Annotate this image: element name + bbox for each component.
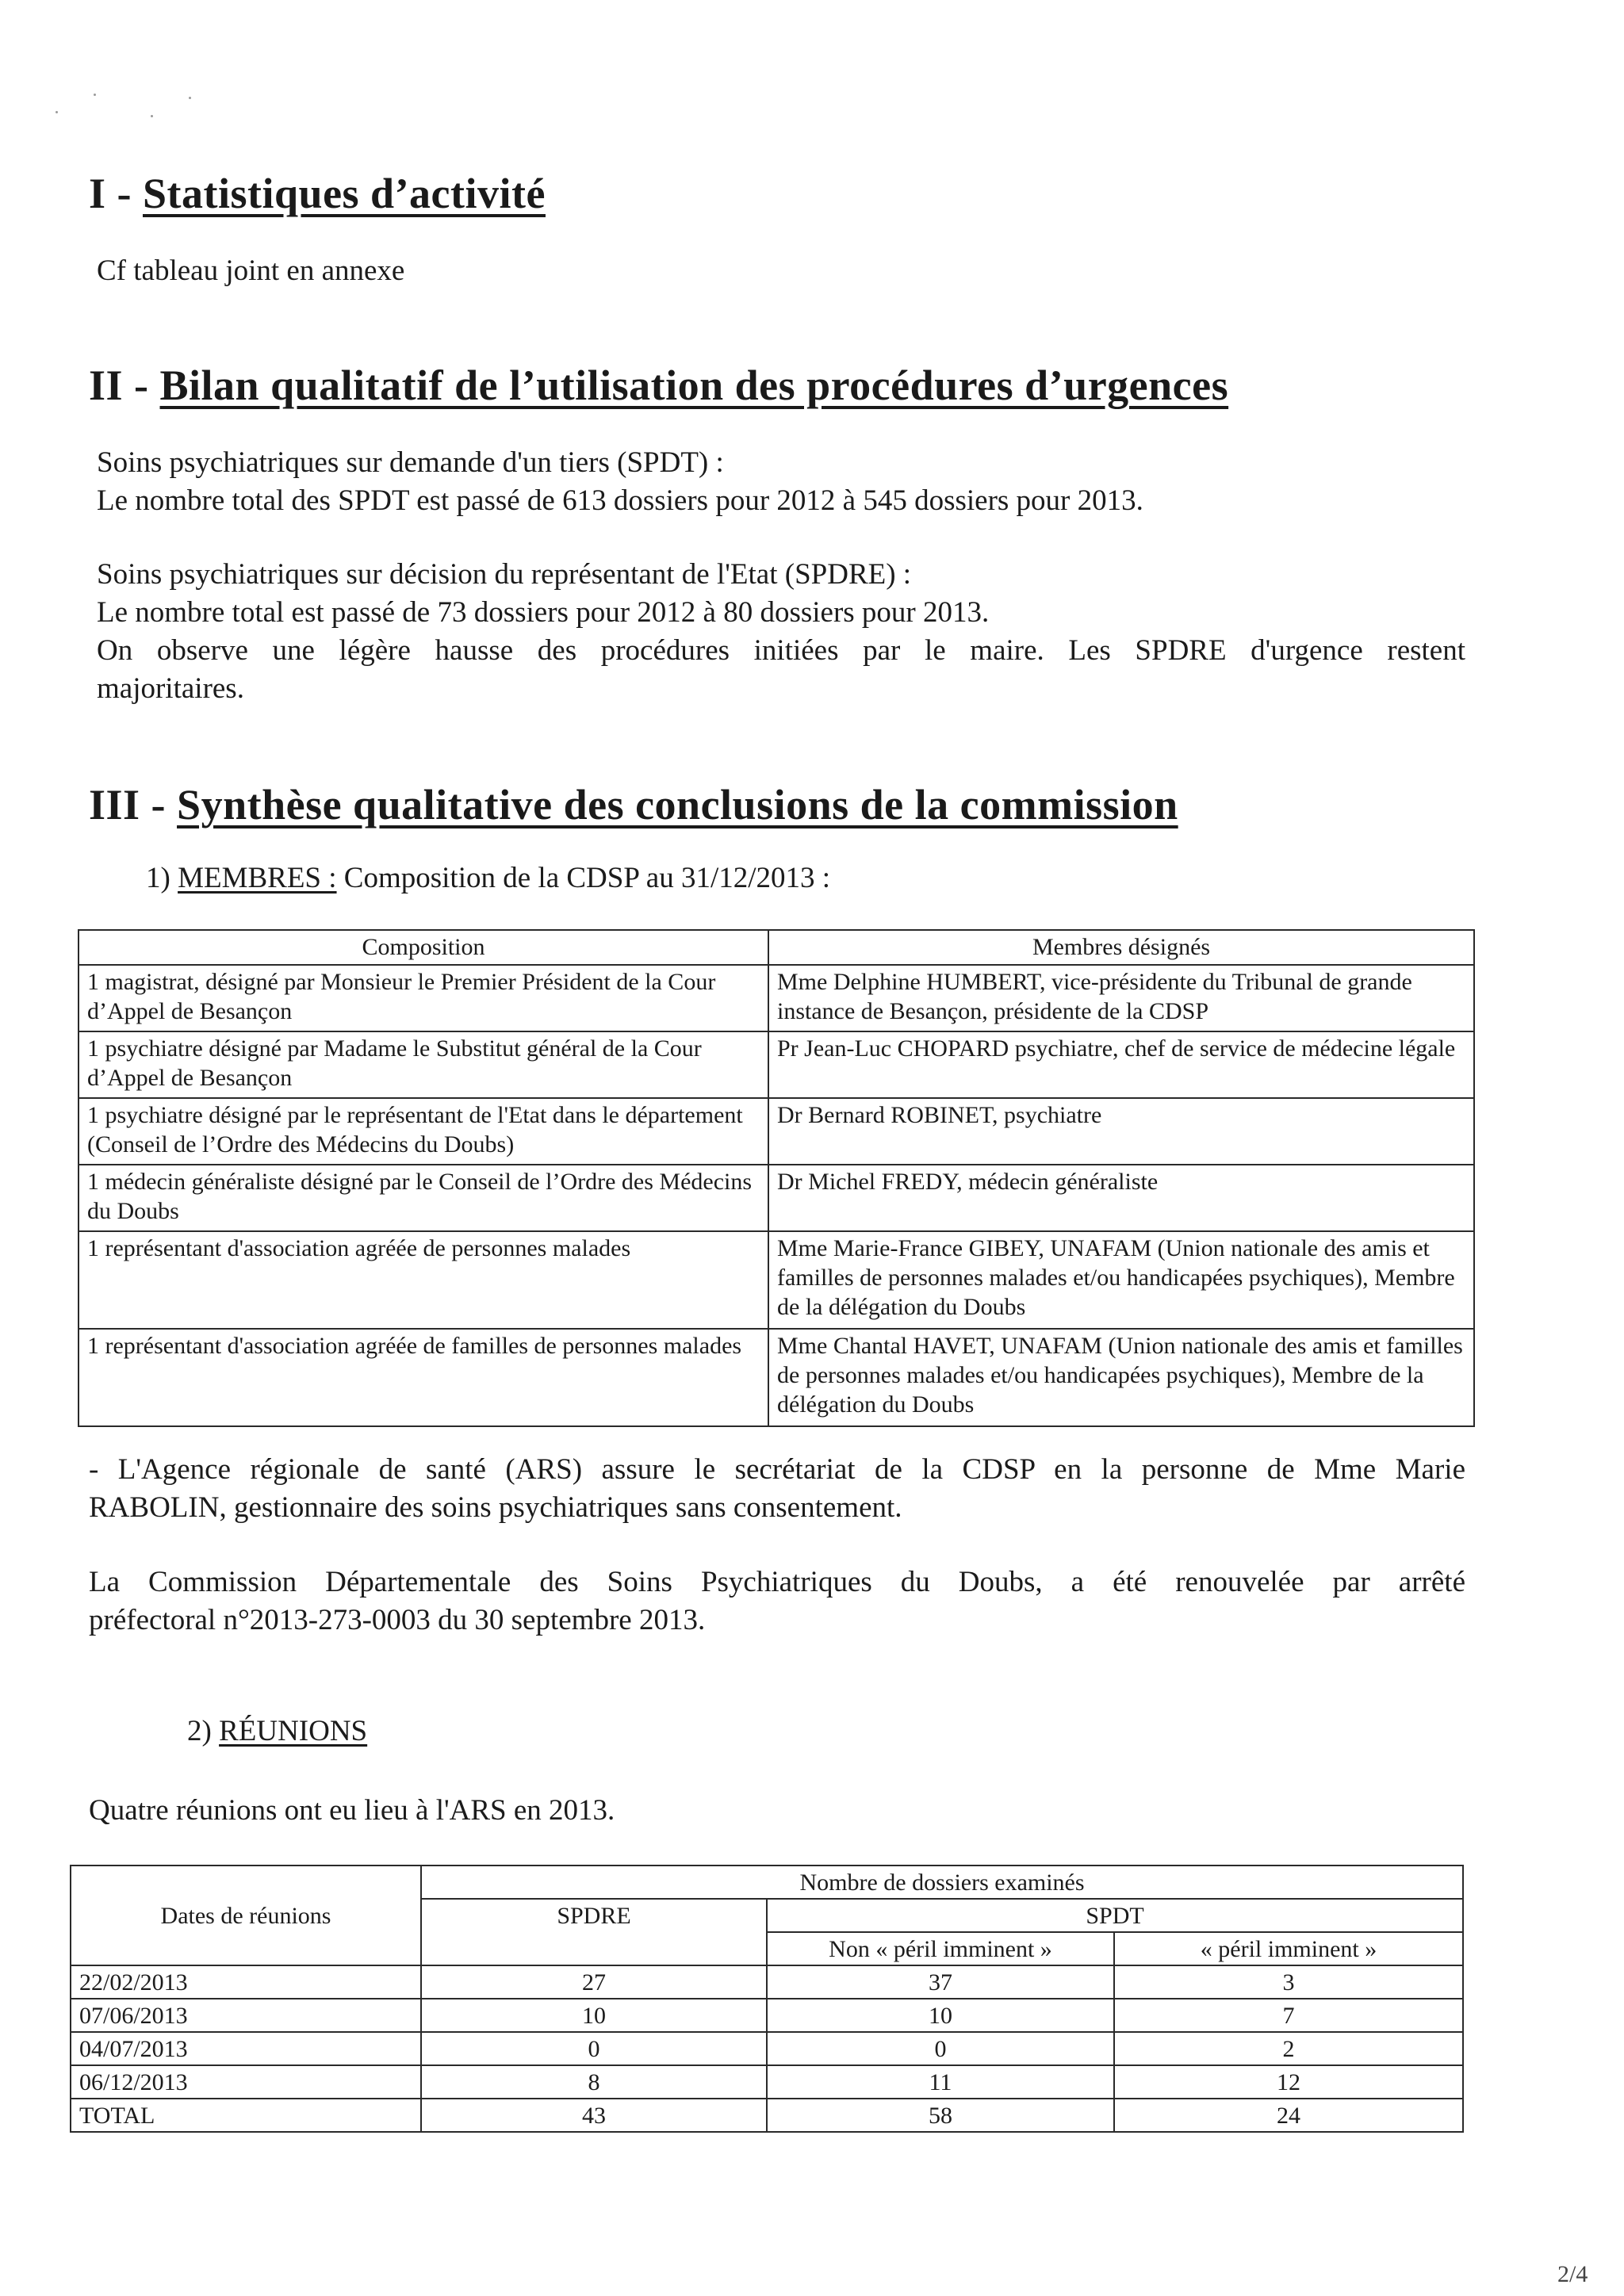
members-header-composition: Composition (79, 930, 768, 965)
members-table (78, 929, 1475, 1427)
table-row (79, 1098, 1474, 1165)
composition-cell: 1 psychiatre désigné par Madame le Substitut général de la Cour d’Appel de Besançon (79, 1031, 768, 1098)
reunions-header-non-peril: Non « péril imminent » (767, 1932, 1114, 1965)
section-1-text: Cf tableau joint en annexe (97, 254, 405, 287)
commission-text-end: préfectoral n°2013-273-0003 du 30 septembre 2013. (89, 1604, 706, 1636)
membres-prefix: 1) (146, 862, 178, 894)
member-cell: Mme Delphine HUMBERT, vice-présidente du Tribunal de grande instance de Besançon, présidente de la CDSP (768, 965, 1474, 1031)
section-3-heading (89, 781, 1178, 828)
section-2-number: II - (89, 362, 149, 409)
non-peril-cell: 0 (767, 2032, 1114, 2065)
reunions-header-row-1 (71, 1866, 1463, 1899)
date-cell: TOTAL (71, 2099, 421, 2132)
spdre-cell: 27 (421, 1965, 767, 1999)
spdre-text: Le nombre total est passé de 73 dossiers pour 2012 à 80 dossiers pour 2013. (97, 596, 990, 629)
spdre-cell: 10 (421, 1999, 767, 2032)
peril-cell: 12 (1114, 2065, 1463, 2099)
composition-cell: 1 représentant d'association agréée de personnes malades (79, 1231, 768, 1329)
reunions-header-dates: Dates de réunions (71, 1866, 421, 1965)
spdre-observation-end: majoritaires. (97, 672, 244, 705)
spdre-cell: 43 (421, 2099, 767, 2132)
table-row (79, 1165, 1474, 1231)
reunions-header-spdre: SPDRE (421, 1899, 767, 1965)
composition-cell: 1 psychiatre désigné par le représentant de l'Etat dans le département (Conseil de l’Ordre des Médecins du Doubs) (79, 1098, 768, 1165)
date-cell: 04/07/2013 (71, 2032, 421, 2065)
section-3-title: Synthèse qualitative des conclusions de la commission (177, 781, 1178, 828)
table-row (79, 1231, 1474, 1329)
spdre-heading: Soins psychiatriques sur décision du représentant de l'Etat (SPDRE) : (97, 558, 912, 591)
table-row (79, 1031, 1474, 1098)
reunions-label: RÉUNIONS (219, 1715, 368, 1747)
reunions-prefix: 2) (187, 1715, 220, 1747)
page-number: 2/4 (1557, 2261, 1588, 2287)
non-peril-cell: 58 (767, 2099, 1114, 2132)
total-row (71, 2099, 1463, 2132)
composition-cell: 1 représentant d'association agréée de familles de personnes malades (79, 1329, 768, 1426)
reunions-header-spdt: SPDT (767, 1899, 1463, 1932)
reunions-heading (187, 1714, 367, 1749)
member-cell: Mme Marie-France GIBEY, UNAFAM (Union nationale des amis et familles de personnes malades et/ou handicapées psychiques), Membre de la délégation du Doubs (768, 1231, 1474, 1329)
non-peril-cell: 37 (767, 1965, 1114, 1999)
spdt-heading: Soins psychiatriques sur demande d'un tiers (SPDT) : (97, 446, 724, 479)
table-row (79, 965, 1474, 1031)
table-row (71, 2065, 1463, 2099)
non-peril-cell: 11 (767, 2065, 1114, 2099)
table-row (71, 2032, 1463, 2065)
membres-heading (146, 861, 830, 896)
commission-text: La Commission Départementale des Soins Psychiatriques du Doubs, a été renouvelée par arrêté (89, 1566, 1465, 1598)
reunions-table (70, 1865, 1464, 2133)
spdre-observation: On observe une légère hausse des procédures initiées par le maire. Les SPDRE d'urgence restent (97, 634, 1465, 667)
membres-label: MEMBRES : (178, 862, 337, 894)
section-1-heading (89, 170, 546, 217)
peril-cell: 2 (1114, 2032, 1463, 2065)
scan-speck (151, 115, 153, 117)
peril-cell: 7 (1114, 1999, 1463, 2032)
scan-speck (94, 94, 96, 96)
membres-text: Composition de la CDSP au 31/12/2013 : (336, 862, 831, 894)
table-row (79, 1329, 1474, 1426)
section-2-heading (89, 362, 1228, 409)
ars-text: - L'Agence régionale de santé (ARS) assure le secrétariat de la CDSP en la personne de Mme Marie (89, 1453, 1465, 1486)
section-1-title: Statistiques d’activité (143, 170, 546, 217)
table-row (71, 1999, 1463, 2032)
spdre-cell: 0 (421, 2032, 767, 2065)
spdre-cell: 8 (421, 2065, 767, 2099)
peril-cell: 24 (1114, 2099, 1463, 2132)
date-cell: 07/06/2013 (71, 1999, 421, 2032)
members-header-designated: Membres désignés (768, 930, 1474, 965)
composition-cell: 1 médecin généraliste désigné par le Conseil de l’Ordre des Médecins du Doubs (79, 1165, 768, 1231)
members-table-header-row (79, 930, 1474, 965)
reunions-header-group: Nombre de dossiers examinés (421, 1866, 1463, 1899)
composition-cell: 1 magistrat, désigné par Monsieur le Premier Président de la Cour d’Appel de Besançon (79, 965, 768, 1031)
peril-cell: 3 (1114, 1965, 1463, 1999)
non-peril-cell: 10 (767, 1999, 1114, 2032)
spdt-text: Le nombre total des SPDT est passé de 613 dossiers pour 2012 à 545 dossiers pour 2013. (97, 484, 1143, 517)
scan-speck (189, 97, 191, 99)
section-2-title: Bilan qualitatif de l’utilisation des procédures d’urgences (159, 362, 1229, 409)
member-cell: Dr Michel FREDY, médecin généraliste (768, 1165, 1474, 1231)
date-cell: 22/02/2013 (71, 1965, 421, 1999)
scan-speck (56, 111, 58, 113)
section-3-number: III - (89, 781, 167, 828)
member-cell: Dr Bernard ROBINET, psychiatre (768, 1098, 1474, 1165)
ars-text-end: RABOLIN, gestionnaire des soins psychiatriques sans consentement. (89, 1491, 902, 1524)
table-row (71, 1965, 1463, 1999)
reunions-text: Quatre réunions ont eu lieu à l'ARS en 2013. (89, 1794, 615, 1827)
member-cell: Mme Chantal HAVET, UNAFAM (Union nationale des amis et familles de personnes malades et/ou handicapées psychiques), Membre de la délégation du Doubs (768, 1329, 1474, 1426)
member-cell: Pr Jean-Luc CHOPARD psychiatre, chef de service de médecine légale (768, 1031, 1474, 1098)
section-1-number: I - (89, 170, 132, 217)
reunions-header-peril: « péril imminent » (1114, 1932, 1463, 1965)
date-cell: 06/12/2013 (71, 2065, 421, 2099)
